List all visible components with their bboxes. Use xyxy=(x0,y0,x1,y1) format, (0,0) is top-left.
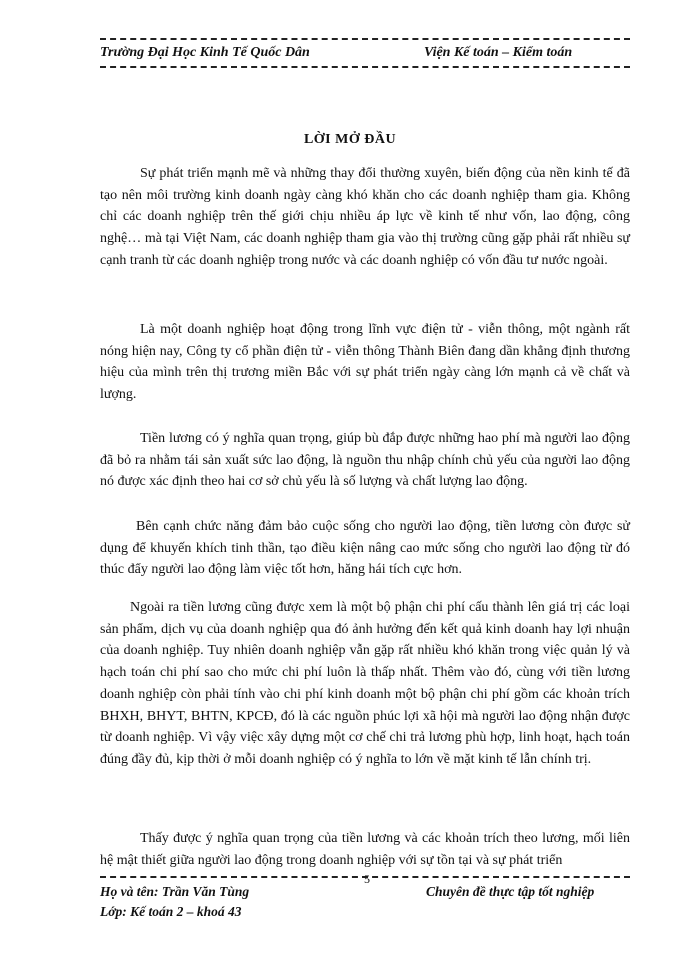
footer-class: Lớp: Kế toán 2 – khoá 43 xyxy=(100,904,242,919)
paragraph-text: Tiền lương có ý nghĩa quan trọng, giúp bù đắp được những hao phí mà người lao động đã bỏ ra nhằm tái sản xuất sức lao động, là nguồn thu nhập chính chủ yếu của người lao động nó được xác định theo hai cơ sở chủ yếu là số lượng và chất lượng lao động. xyxy=(100,431,630,490)
paragraph-text: Bên cạnh chức năng đảm bảo cuộc sống cho người lao động, tiền lương còn được sử dụng để khuyến khích tinh thần, tạo điều kiện nâng cao mức sống cho người lao động từ đó thúc đẩy người lao động làm việc tốt hơn, hăng hái tích cực hơn. xyxy=(100,519,630,578)
footer-student-name: Họ và tên: Trần Văn Tùng xyxy=(100,884,250,899)
paragraph-5 xyxy=(100,597,630,771)
header-institute: Viện Kế toán – Kiểm toán xyxy=(424,45,573,60)
header-university: Trường Đại Học Kinh Tế Quốc Dân xyxy=(100,45,310,60)
paragraph-6 xyxy=(100,828,630,871)
paragraph-text: Là một doanh nghiệp hoạt động trong lĩnh vực điện tử - viễn thông, một ngành rất nóng hiện nay, Công ty cổ phần điện tử - viễn thông Thành Biên đang dần khẳng định thương hiệu của mình trên thị trương miền Bắc với sự phát triển ngày càng lớn mạnh cả về chất và lượng. xyxy=(100,322,630,403)
footer-document-type: Chuyên đề thực tập tốt nghiệp xyxy=(426,884,595,899)
page-title: LỜI MỞ ĐẦU xyxy=(303,132,397,147)
paragraph-3 xyxy=(100,428,630,493)
page-number: 5 xyxy=(364,872,370,886)
header-bottom-rule xyxy=(100,66,630,68)
paragraph-1 xyxy=(100,163,630,272)
paragraph-text: Sự phát triển mạnh mẽ và những thay đổi thường xuyên, biến động của nền kinh tế đã tạo nên môi trường kinh doanh ngày càng khó khăn cho các doanh nghiệp tham gia. Không chỉ các doanh nghiệp trên thế giới chịu nhiều áp lực về kinh tế như vốn, lao động, công nghệ… mà tại Việt Nam, các doanh nghiệp tham gia vào thị trường cũng gặp phải rất nhiều sự cạnh tranh từ các doanh nghiệp trong nước và các doanh nghiệp có vốn đầu tư nước ngoài. xyxy=(100,166,630,268)
paragraph-text: Ngoài ra tiền lương cũng được xem là một bộ phận chi phí cấu thành lên giá trị các loại sản phẩm, dịch vụ của doanh nghiệp qua đó ảnh hưởng đến kết quả kinh doanh hay lợi nhuận của doanh nghiệp. Tuy nhiên doanh nghiệp vẫn gặp rất nhiều khó khăn trong việc quản lý và hạch toán chi phí sao cho mức chi phí luôn là thấp nhất. Thêm vào đó, cùng với tiền lương doanh nghiệp còn phải tính vào chi phí kinh doanh một bộ phận chi phí gồm các khoản trích BHXH, BHYT, BHTN, KPCĐ, đó là các nguồn phúc lợi xã hội mà người lao động nhận được từ doanh nghiệp. Vì vậy việc xây dựng một cơ chế chi trả lương phù hợp, linh hoạt, hạch toán đúng đầy đủ, kịp thời ở mỗi doanh nghiệp có ý nghĩa to lớn về mặt kinh tế lẫn chính trị. xyxy=(100,600,630,767)
header-top-rule xyxy=(100,38,630,40)
paragraph-2 xyxy=(100,319,630,406)
paragraph-text: Thấy được ý nghĩa quan trọng của tiền lương và các khoản trích theo lương, mối liên hệ mật thiết giữa người lao động trong doanh nghiệp với sự tồn tại và sự phát triển xyxy=(100,831,630,868)
paragraph-4 xyxy=(100,516,630,581)
